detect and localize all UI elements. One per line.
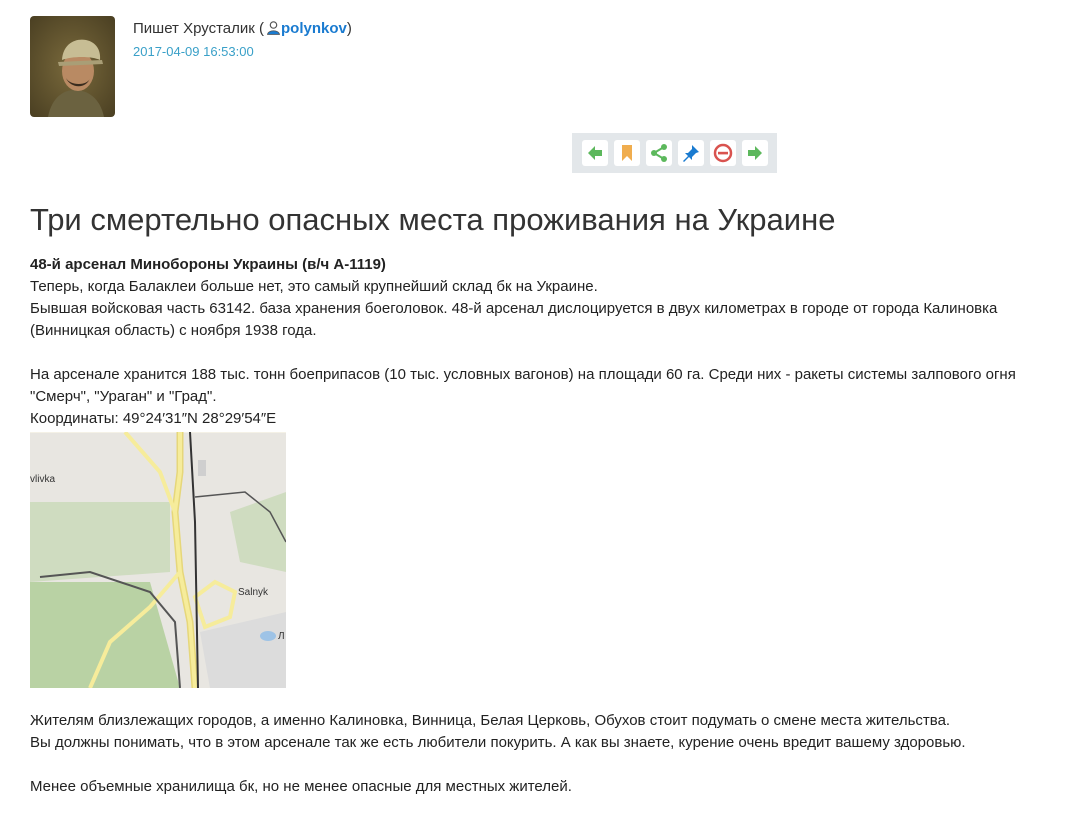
body-line: "Смерч", "Ураган" и "Град".	[30, 388, 217, 405]
previous-button[interactable]	[582, 140, 608, 166]
map-label-edge: Л	[278, 631, 285, 642]
map-label-right: Salnyk	[238, 587, 269, 598]
user-icon	[266, 20, 281, 35]
body-line: Менее объемные хранилища бк, но не менее опасные для местных жителей.	[30, 778, 572, 795]
post-toolbar	[572, 133, 777, 173]
body-line: Вы должны понимать, что в этом арсенале так же есть любители покурить. А как вы знаете, курение очень вредит вашему здоровью.	[30, 734, 966, 751]
next-button[interactable]	[742, 140, 768, 166]
map-label-left: vlivka	[30, 474, 56, 485]
bookmark-icon	[617, 143, 637, 163]
arrow-right-icon	[745, 143, 765, 163]
location-map[interactable]	[30, 432, 286, 688]
author-suffix: )	[346, 20, 352, 37]
hide-button[interactable]	[710, 140, 736, 166]
post-title: Три смертельно опасных места проживания на Украине	[30, 202, 836, 237]
arsenal-heading: 48-й арсенал Минобороны Украины (в/ч А-1119)	[30, 256, 386, 273]
author-prefix: Пишет Хрусталик (	[133, 20, 264, 37]
body-line: Бывшая войсковая часть 63142. база хранения боеголовок. 48-й арсенал дислоцируется в двух километрах в городе от города Калиновка	[30, 300, 998, 317]
post-timestamp: 2017-04-09 16:53:00	[133, 44, 254, 59]
author-line	[133, 20, 352, 37]
pin-button[interactable]	[678, 140, 704, 166]
share-icon	[649, 143, 669, 163]
body-line: Жителям близлежащих городов, а именно Калиновка, Винница, Белая Церковь, Обухов стоит подумать о смене места жительства.	[30, 712, 951, 729]
coordinates: Координаты: 49°24′31″N 28°29′54″E	[30, 410, 277, 427]
body-line: На арсенале хранится 188 тыс. тонн боеприпасов (10 тыс. условных вагонов) на площади 60 га. Среди них - ракеты системы залпового огня	[30, 366, 1016, 383]
post-body	[30, 254, 1072, 798]
bookmark-button[interactable]	[614, 140, 640, 166]
author-avatar[interactable]	[30, 16, 115, 117]
arrow-left-icon	[585, 143, 605, 163]
minus-circle-icon	[713, 143, 733, 163]
share-button[interactable]	[646, 140, 672, 166]
author-username-link[interactable]: polynkov	[281, 20, 347, 37]
pin-icon	[681, 143, 701, 163]
body-line: Теперь, когда Балаклеи больше нет, это самый крупнейший склад бк на Украине.	[30, 278, 598, 295]
body-line: (Винницкая область) с ноября 1938 года.	[30, 322, 317, 339]
